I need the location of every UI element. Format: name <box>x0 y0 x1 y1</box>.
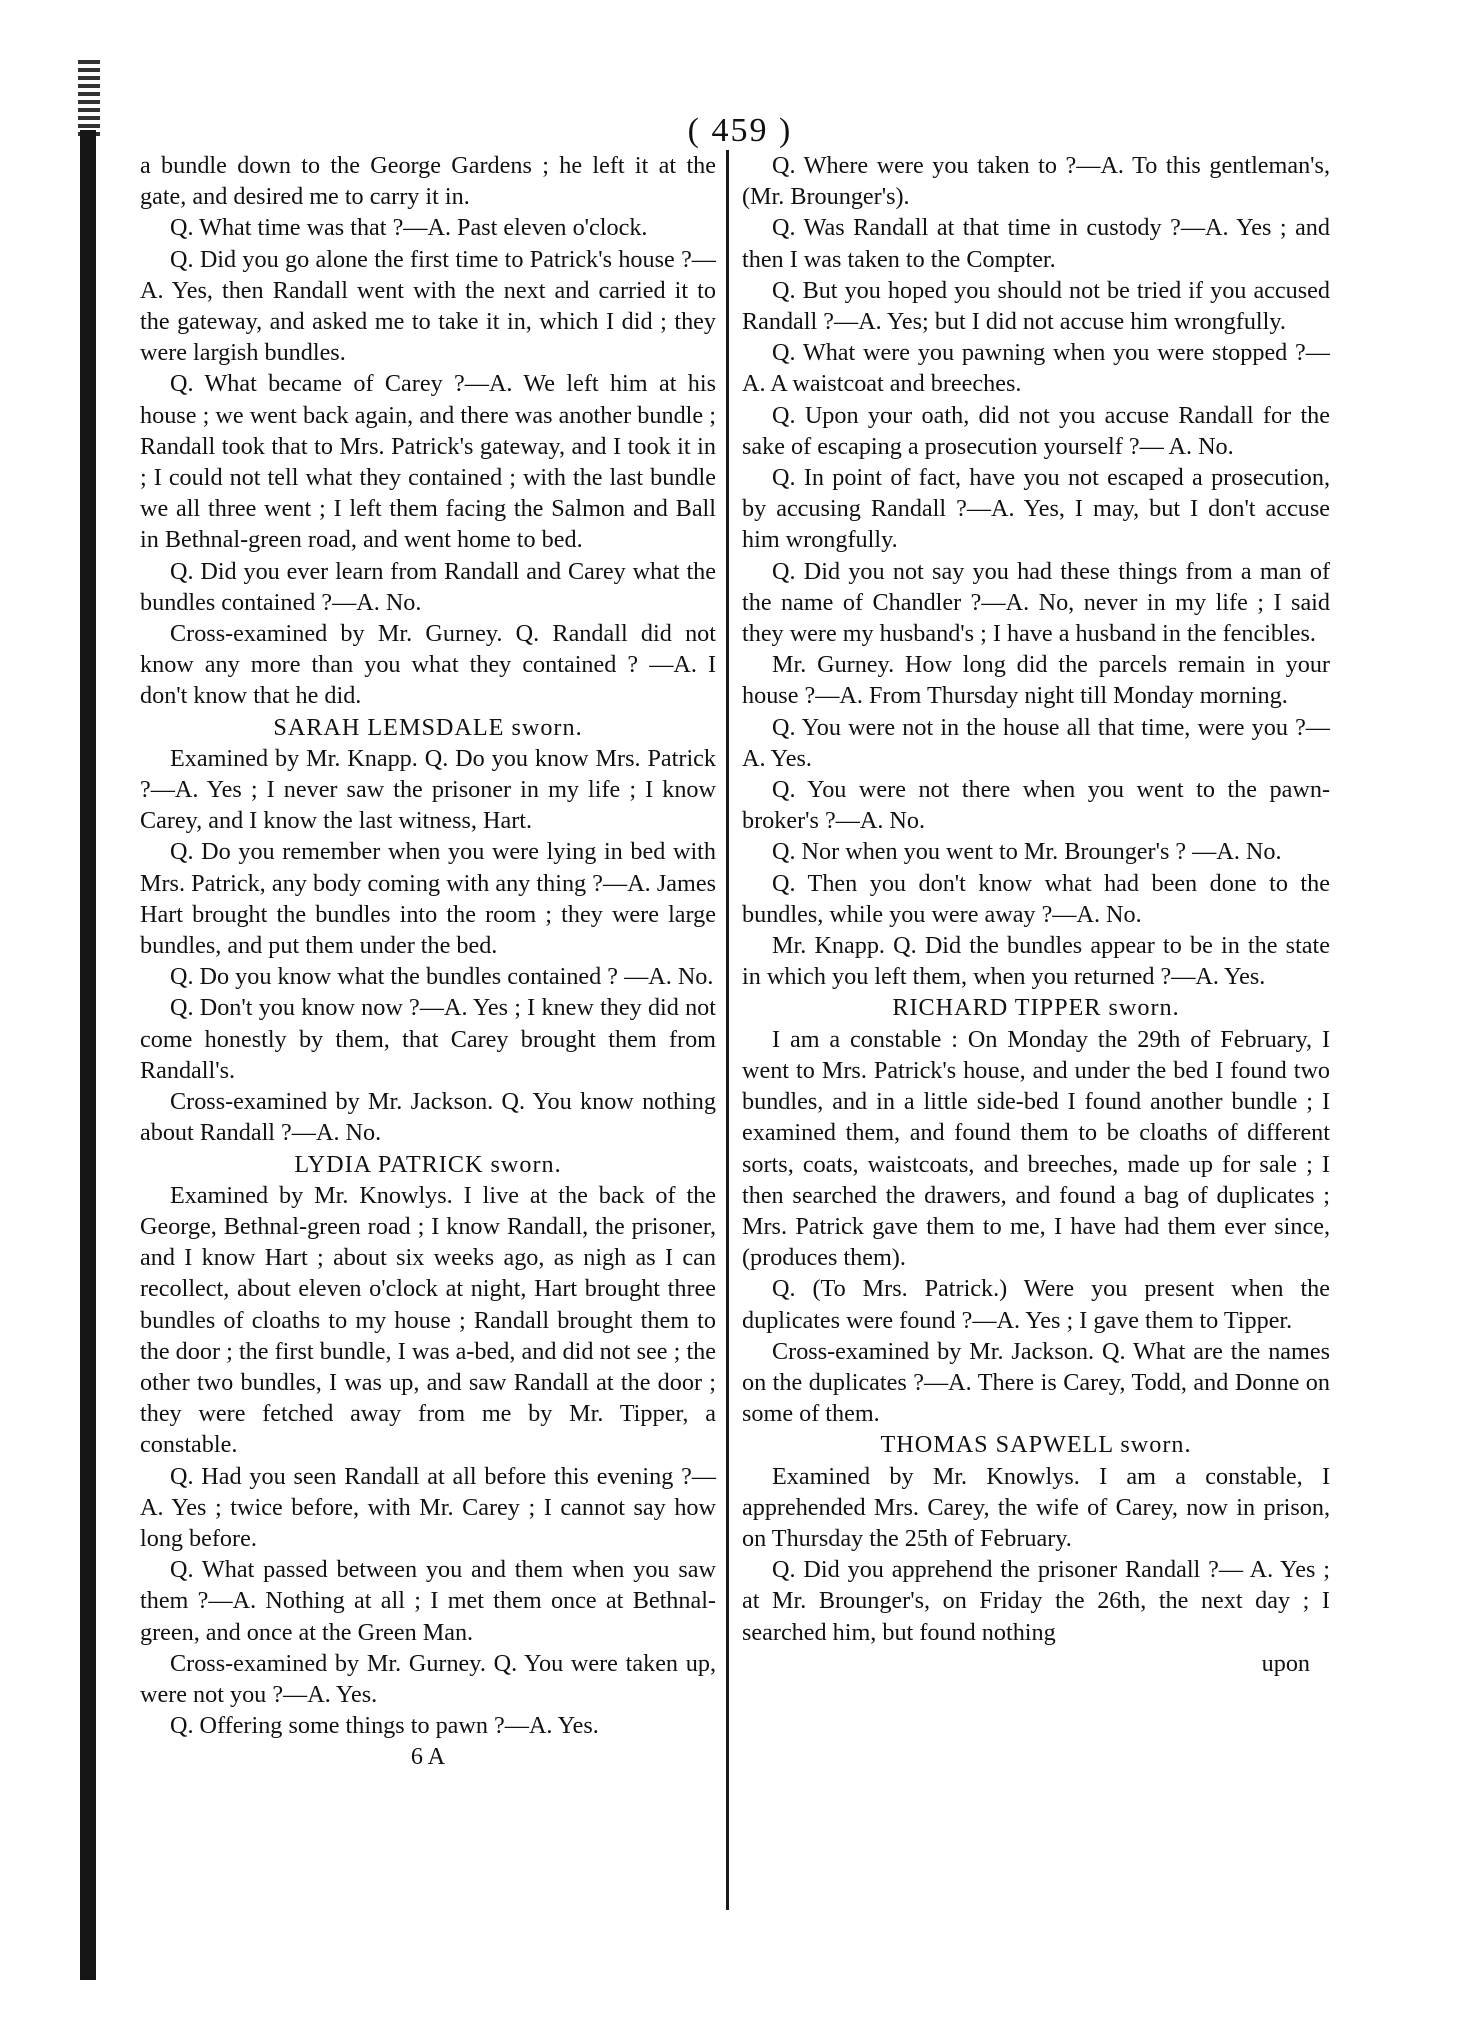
paragraph: Q. Then you don't know what had been done to the bundles, while you were away ?—A. No. <box>742 869 1330 928</box>
column-divider <box>726 150 729 1910</box>
paragraph: Examined by Mr. Knapp. Q. Do you know Mrs. Patrick ?—A. Yes ; I never saw the prisoner in my life ; I know Carey, and I know the last witness, Hart. <box>140 744 716 835</box>
left-column <box>140 150 716 1773</box>
paragraph: Cross-examined by Mr. Gurney. Q. Randall did not know any more than you what they contained ? —A. I don't know that he did. <box>140 620 716 710</box>
paragraph: Q. Did you ever learn from Randall and Carey what the bundles contained ?—A. No. <box>140 557 716 616</box>
page-number: ( 459 ) <box>687 112 793 149</box>
paragraph: Q. Don't you know now ?—A. Yes ; I knew they did not come honestly by them, that Carey brought them from Randall's. <box>140 994 716 1084</box>
paragraph: Q. What were you pawning when you were stopped ?—A. A waistcoat and breeches. <box>742 339 1330 398</box>
paragraph: Q. You were not there when you went to the pawn-broker's ?—A. No. <box>742 776 1330 835</box>
paragraph: Examined by Mr. Knowlys. I live at the back of the George, Bethnal-green road ; I know Randall, the prisoner, and I know Hart ; about six weeks ago, as nigh as I can recollect, about eleven o'clock at night, Hart brought three bundles of cloaths to my house ; Randall brought them to the door ; the first bundle, I was a-bed, and did not see ; the other two bundles, I was up, and saw Randall at the door ; they were fetched away from me by Mr. Tipper, a constable. <box>140 1181 716 1459</box>
paragraph: Q. What time was that ?—A. Past eleven o'clock. <box>170 214 648 242</box>
paragraph: Mr. Gurney. How long did the parcels remain in your house ?—A. From Thursday night till Monday morning. <box>742 651 1330 710</box>
paragraph: Q. You were not in the house all that time, were you ?—A. Yes. <box>742 713 1330 772</box>
paragraph: I am a constable : On Monday the 29th of February, I went to Mrs. Patrick's house, and under the bed I found two bundles, and in a little side-bed I found another bundle ; I examined them, and found them to be cloaths of different sorts, coats, waistcoats, and breeches, made up for sale ; I then searched the drawers, and found a bag of duplicates ; Mrs. Patrick gave them to me, I have had them ever since, (produces them). <box>742 1025 1330 1272</box>
paragraph: Q. Did you go alone the first time to Patrick's house ?—A. Yes, then Randall went with the next and carried it to the gateway, and asked me to take it in, which I did ; they were largish bundles. <box>140 245 716 367</box>
paragraph: Cross-examined by Mr. Jackson. Q. What are the names on the duplicates ?—A. There is Carey, Todd, and Donne on some of them. <box>742 1337 1330 1428</box>
paragraph: Q. Nor when you went to Mr. Brounger's ? —A. No. <box>772 838 1282 866</box>
paragraph: Cross-examined by Mr. Jackson. Q. You know nothing about Randall ?—A. No. <box>140 1088 716 1147</box>
paragraph: Q. In point of fact, have you not escaped a prosecution, by accusing Randall ?—A. Yes, I may, but I don't accuse him wrongfully. <box>742 464 1330 554</box>
binding-mark <box>78 60 100 140</box>
paragraph: Q. Where were you taken to ?—A. To this gentleman's, (Mr. Brounger's). <box>742 152 1330 211</box>
paragraph: Q. Offering some things to pawn ?—A. Yes. <box>170 1712 599 1740</box>
paragraph: Examined by Mr. Knowlys. I am a constable, I apprehended Mrs. Carey, the wife of Carey, now in prison, on Thursday the 25th of February. <box>742 1462 1330 1552</box>
paragraph: Q. Was Randall at that time in custody ?—A. Yes ; and then I was taken to the Compter. <box>742 214 1330 273</box>
witness-heading: LYDIA PATRICK sworn. <box>294 1150 562 1178</box>
witness-heading: RICHARD TIPPER sworn. <box>892 994 1180 1022</box>
paragraph: upon <box>1261 1649 1310 1677</box>
paragraph: Q. (To Mrs. Patrick.) Were you present when the duplicates were found ?—A. Yes ; I gave them to Tipper. <box>742 1275 1330 1334</box>
paragraph: Q. Did you apprehend the prisoner Randall ?— A. Yes ; at Mr. Brounger's, on Friday the 26th, the next day ; I searched him, but found nothing <box>742 1556 1330 1646</box>
paragraph: Q. Did you not say you had these things from a man of the name of Chandler ?—A. No, never in my life ; I said they were my husband's ; I have a husband in the fencibles. <box>742 557 1330 648</box>
witness-heading: SARAH LEMSDALE sworn. <box>273 713 583 741</box>
right-column <box>742 150 1330 1679</box>
paragraph: Q. Had you seen Randall at all before this evening ?—A. Yes ; twice before, with Mr. Carey ; I cannot say how long before. <box>140 1462 716 1552</box>
paragraph: Q. Do you know what the bundles contained ? —A. No. <box>170 963 714 991</box>
paragraph: a bundle down to the George Gardens ; he left it at the gate, and desired me to carry it in. <box>140 152 716 211</box>
paragraph: Q. What passed between you and them when you saw them ?—A. Nothing at all ; I met them once at Bethnal-green, and once at the Green Man. <box>140 1556 716 1646</box>
paragraph: 6 A <box>410 1743 446 1771</box>
paragraph: Q. But you hoped you should not be tried if you accused Randall ?—A. Yes; but I did not accuse him wrongfully. <box>742 276 1330 336</box>
paragraph: Cross-examined by Mr. Gurney. Q. You were taken up, were not you ?—A. Yes. <box>140 1649 716 1708</box>
paragraph: Q. Upon your oath, did not you accuse Randall for the sake of escaping a prosecution yourself ?— A. No. <box>742 401 1330 460</box>
witness-heading: THOMAS SAPWELL sworn. <box>880 1431 1192 1459</box>
paragraph: Mr. Knapp. Q. Did the bundles appear to be in the state in which you left them, when you returned ?—A. Yes. <box>742 932 1330 991</box>
binding-edge <box>80 130 96 1980</box>
paragraph: Q. What became of Carey ?—A. We left him at his house ; we went back again, and there was another bundle ; Randall took that to Mrs. Patrick's gateway, and I took it in ; I could not tell what they contained ; with the last bundle we all three went ; I left them facing the Salmon and Ball in Bethnal-green road, and went home to bed. <box>140 370 716 554</box>
paragraph: Q. Do you remember when you were lying in bed with Mrs. Patrick, any body coming with any thing ?—A. James Hart brought the bundles into the room ; they were large bundles, and put them under the bed. <box>140 838 716 960</box>
